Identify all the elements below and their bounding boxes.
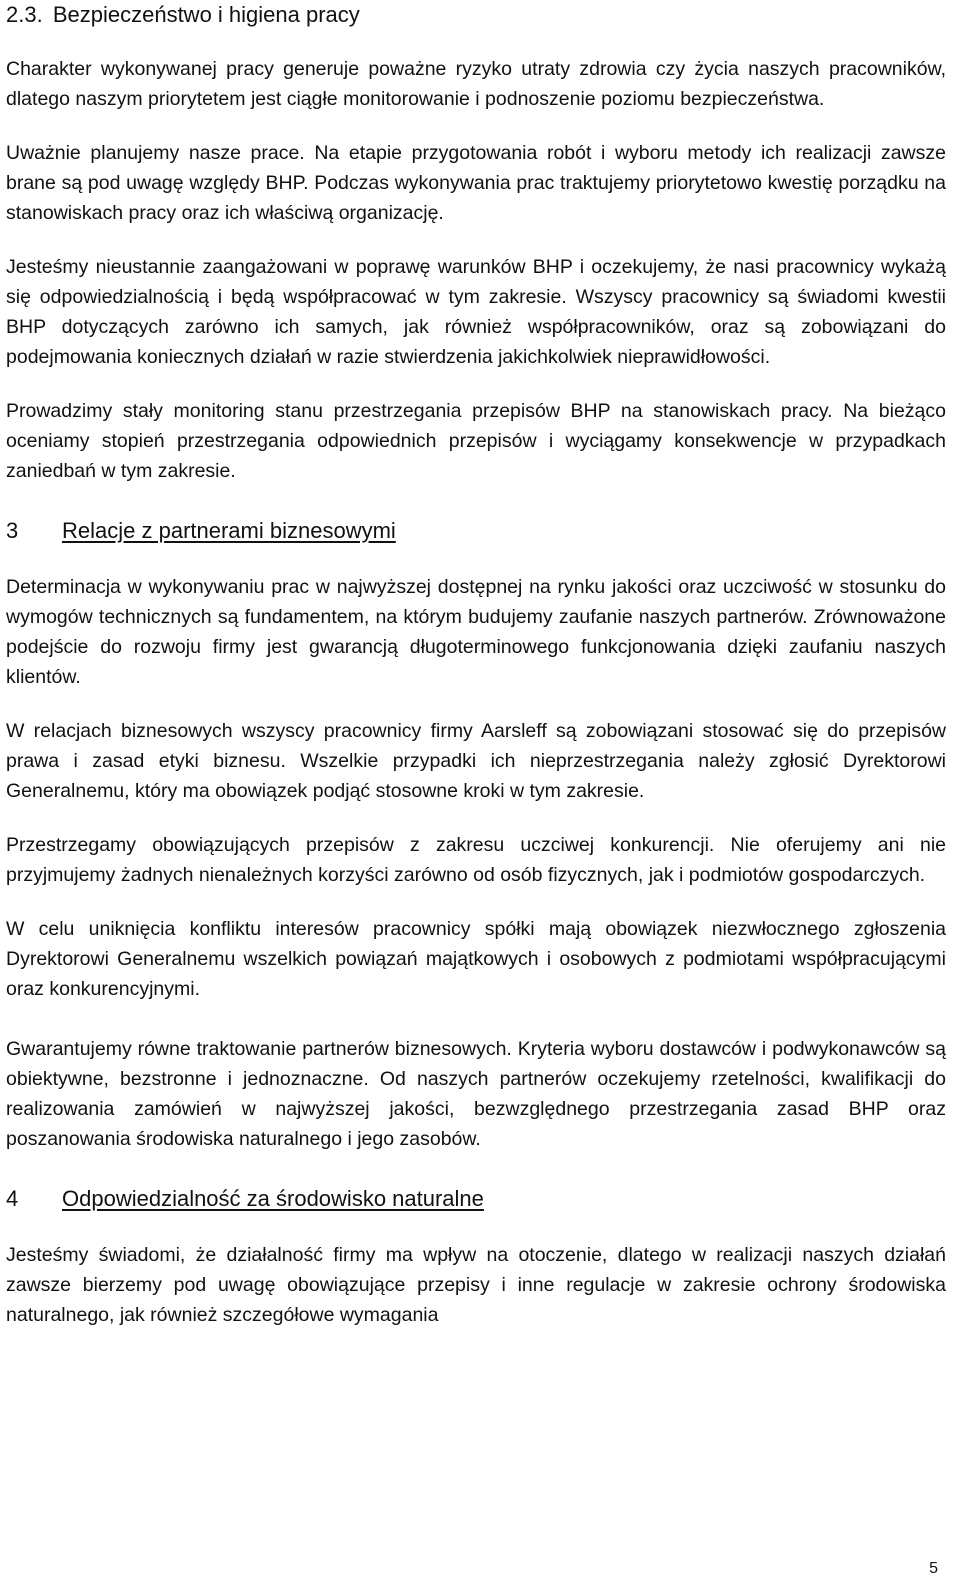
paragraph: Uważnie planujemy nasze prace. Na etapie przygotowania robót i wyboru metody ich realizacji zawsze brane są pod uwagę względy BHP. Podczas wykonywania prac traktujemy priorytetowo kwestię porządku na stanowiskach pracy oraz ich właściwą organizację.: [6, 142, 946, 224]
section-2-3-heading: [6, 0, 946, 30]
paragraph: W relacjach biznesowych wszyscy pracownicy firmy Aarsleff są zobowiązani stosować się do przepisów prawa i zasad etyki biznesu. Wszelkie przypadki ich nieprzestrzegania należy zgłosić Dyrektorowi Generalnemu, który ma obowiązek podjąć stosowne kroki w tym zakresie.: [6, 720, 946, 802]
section-3-title: Relacje z partnerami biznesowymi: [62, 518, 396, 543]
section-2-3-title: Bezpieczeństwo i higiena pracy: [52, 2, 360, 27]
paragraph: Przestrzegamy obowiązujących przepisów z zakresu uczciwej konkurencji. Nie oferujemy ani nie przyjmujemy żadnych nienależnych korzyści zarówno od osób fizycznych, jak i podmiotów gospodarczych.: [6, 834, 946, 886]
paragraph: Determinacja w wykonywaniu prac w najwyższej dostępnej na rynku jakości oraz uczciwość w stosunku do wymogów technicznych są fundamentem, na którym budujemy zaufanie naszych partnerów. Zrównoważone podejście do rozwoju firmy jest gwarancją długoterminowego funkcjonowania dzięki zaufaniu naszych klientów.: [6, 576, 946, 688]
paragraph: Jesteśmy nieustannie zaangażowani w poprawę warunków BHP i oczekujemy, że nasi pracownicy wykażą się odpowiedzialnością i będą współpracować w tym zakresie. Wszyscy pracownicy są świadomi kwestii BHP dotyczących zarówno ich samych, jak również współpracowników, oraz są zobowiązani do podejmowania koniecznych działań w razie stwierdzenia jakichkolwiek nieprawidłowości.: [6, 256, 946, 368]
paragraph: Gwarantujemy równe traktowanie partnerów biznesowych. Kryteria wyboru dostawców i podwykonawców są obiektywne, bezstronne i jednoznaczne. Od naszych partnerów oczekujemy rzetelności, kwalifikacji do realizowania zamówień w najwyższej jakości, bezwzględnego przestrzegania zasad BHP oraz poszanowania środowiska naturalnego i jego zasobów.: [6, 1038, 946, 1150]
section-4-number: 4: [6, 1186, 19, 1211]
section-4-heading: [6, 1184, 946, 1214]
document-page: [6, 0, 946, 1330]
section-3-heading: [6, 516, 946, 546]
section-2-3-number: 2.3.: [6, 2, 43, 27]
section-3-number: 3: [6, 518, 19, 543]
paragraph: Jesteśmy świadomi, że działalność firmy ma wpływ na otoczenie, dlatego w realizacji naszych działań zawsze bierzemy pod uwagę obowiązujące przepisy i inne regulacje w zakresie ochrony środowiska naturalnego, jak również szczegółowe wymagania: [6, 1244, 946, 1326]
page-number: 5: [929, 1560, 938, 1577]
paragraph: W celu uniknięcia konfliktu interesów pracownicy spółki mają obowiązek niezwłocznego zgłoszenia Dyrektorowi Generalnemu wszelkich powiązań majątkowych i osobowych z podmiotami współpracującymi oraz konkurencyjnymi.: [6, 918, 946, 1000]
section-4-title: Odpowiedzialność za środowisko naturalne: [62, 1186, 484, 1211]
paragraph: Charakter wykonywanej pracy generuje poważne ryzyko utraty zdrowia czy życia naszych pracowników, dlatego naszym priorytetem jest ciągłe monitorowanie i podnoszenie poziomu bezpieczeństwa.: [6, 58, 946, 110]
paragraph: Prowadzimy stały monitoring stanu przestrzegania przepisów BHP na stanowiskach pracy. Na bieżąco oceniamy stopień przestrzegania odpowiednich przepisów i wyciągamy konsekwencje w przypadkach zaniedbań w tym zakresie.: [6, 400, 946, 482]
